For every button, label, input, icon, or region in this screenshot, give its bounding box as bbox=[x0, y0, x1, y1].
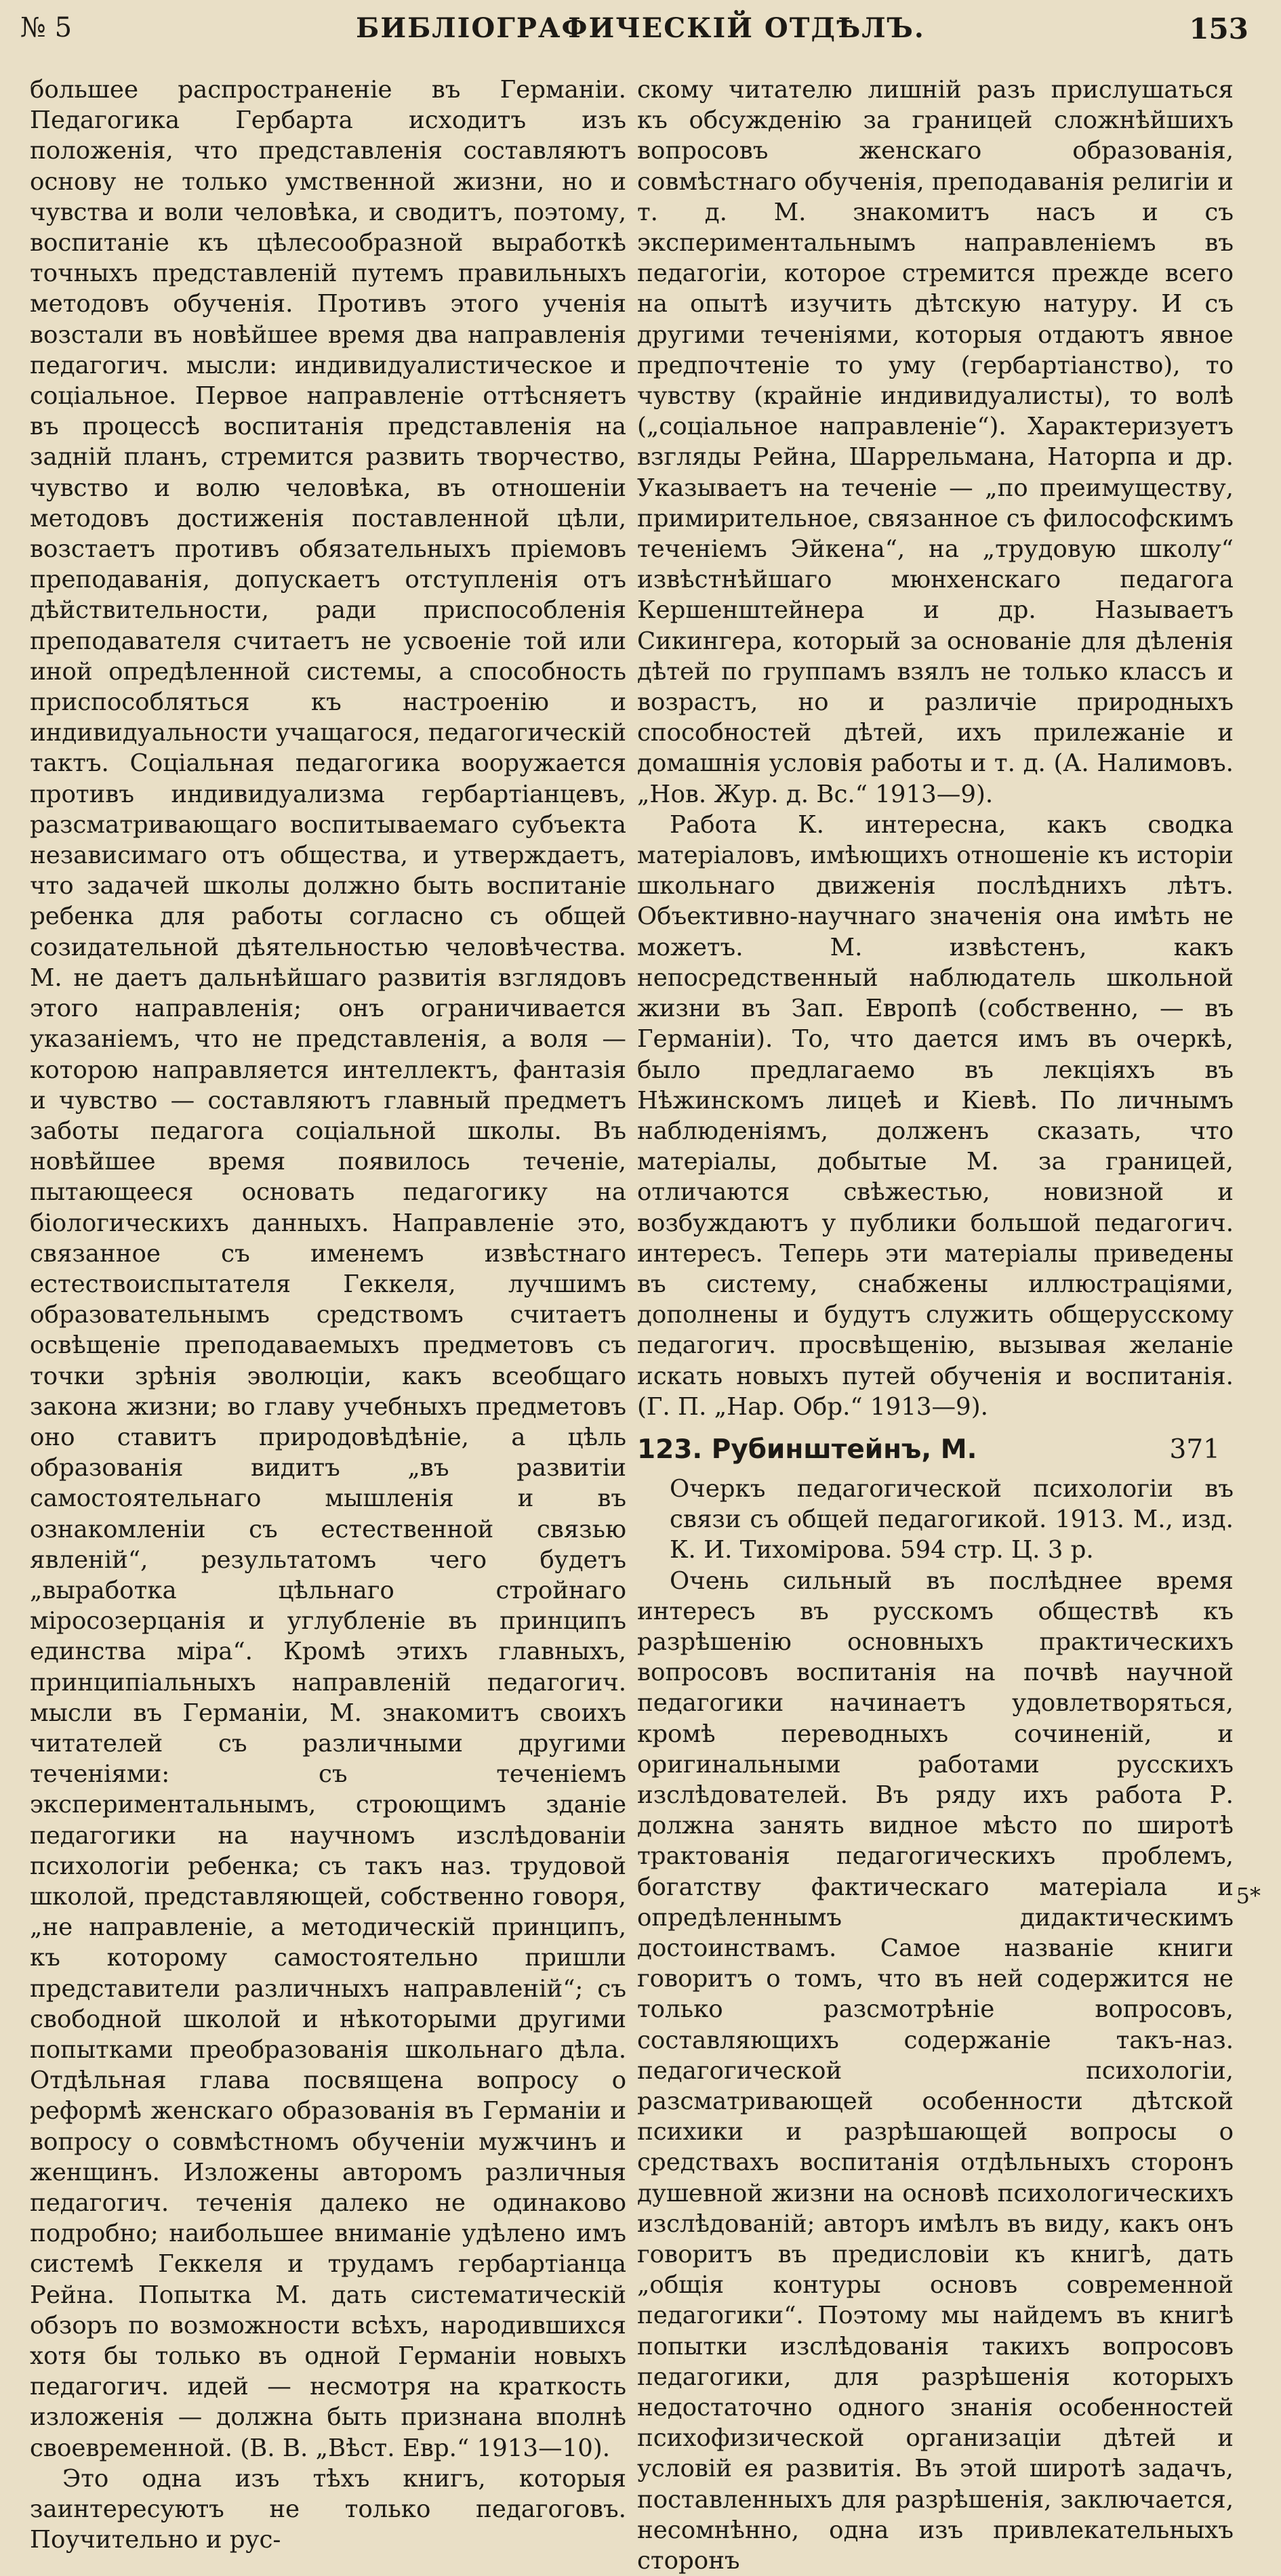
right-paragraph-2: Работа К. интересна, какъ сводка матеріаловъ, имѣющихъ отношеніе къ исторіи школьнаго движенія послѣднихъ лѣтъ. Объективно-научнаго значенія она имѣть не можетъ. М. извѣстенъ, какъ непосредственный наблюдатель школьной жизни въ Зап. Европѣ (собственно, — въ Германіи). То, что дается имъ въ очеркѣ, было предлагаемо въ лекціяхъ въ Нѣжинскомъ лицеѣ и Кіевѣ. По личнымъ наблюденіямъ, долженъ сказать, что матеріалы, добытые М. за границей, отличаются свѣжестью, новизной и возбуждаютъ у публики большой педагогич. интересъ. Теперь эти матеріалы приведены въ систему, снабжены иллюстраціями, дополнены и будутъ служить общерусскому педагогич. просвѣщенію, вызывая желаніе искать новыхъ путей обученія и воспитанія. (Г. П. „Нар. Обр.“ 1913—9). bbox=[637, 810, 1234, 1421]
bibliography-entry-heading bbox=[637, 1433, 1234, 1467]
page-header bbox=[20, 12, 1261, 53]
left-paragraph-2: Это одна изъ тѣхъ книгъ, которыя заинтересуютъ не только педагоговъ. Поучительно и рус- bbox=[30, 2464, 626, 2554]
entry-title: 123. Рубинштейнъ, М. bbox=[637, 1434, 977, 1465]
page-number: 153 bbox=[1189, 12, 1248, 45]
entry-description: Очеркъ педагогической психологіи въ связи съ общей педагогикой. 1913. М., изд. К. И. Тихомірова. 594 стр. Ц. 3 р. bbox=[670, 1474, 1234, 1564]
signature-mark: 5* bbox=[1236, 1883, 1261, 1909]
right-paragraph-1: скому читателю лишній разъ прислушаться къ обсужденію за границей сложнѣйшихъ вопросовъ женскаго образованія, совмѣстнаго обученія, преподаванія религіи и т. д. М. знакомитъ насъ и съ экспериментальнымъ направленіемъ въ педагогіи, которое стремится прежде всего на опытѣ изучить дѣтскую натуру. И съ другими теченіями, которыя отдаютъ явное предпочтеніе то уму (гербартіанство), то чувству (крайніе индивидуалисты), то волѣ („соціальное направленіе“). Характеризуетъ взгляды Рейна, Шаррельмана, Наторпа и др. Указываетъ на теченіе — „по преимуществу, примирительное, связанное съ философскимъ теченіемъ Эйкена“, на „трудовую школу“ извѣстнѣйшаго мюнхенскаго педагога Кершенштейнера и др. Называетъ Сикингера, который за основаніе для дѣленія дѣтей по группамъ взялъ не только классъ и возрастъ, но и различіе природныхъ способностей дѣтей, ихъ прилежаніе и домашнія условія работы и т. д. (А. Налимовъ. „Нов. Жур. д. Вс.“ 1913—9). bbox=[637, 76, 1234, 808]
right-column bbox=[637, 75, 1234, 2576]
entry-catalog-number: 371 bbox=[1169, 1434, 1220, 1465]
section-title: БИБЛІОГРАФИЧЕСКІЙ ОТДѢЛЪ. bbox=[356, 12, 925, 44]
left-column bbox=[30, 75, 626, 2555]
issue-number: № 5 bbox=[20, 12, 73, 43]
left-paragraph-1: большее распространеніе въ Германіи. Педагогика Гербарта исходитъ изъ положенія, что представленія составляютъ основу не только умственной жизни, но и чувства и воли человѣка, и сводитъ, поэтому, воспитаніе къ цѣлесообразной выработкѣ точныхъ представленій путемъ правильныхъ методовъ обученія. Противъ этого ученія возстали въ новѣйшее время два направленія педагогич. мысли: индивидуалистическое и соціальное. Первое направленіе оттѣсняетъ въ процессѣ воспитанія представленія на задній планъ, стремится развить творчество, чувство и волю человѣка, въ отношеніи методовъ достиженія поставленной цѣли, возстаетъ противъ обязательныхъ пріемовъ преподаванія, допускаетъ отступленія отъ дѣйствительности, ради приспособленія преподавателя считаетъ не усвоеніе той или иной опредѣленной системы, а способность приспособляться къ настроенію и индивидуальности учащагося, педагогическій тактъ. Соціальная педагогика вооружается противъ индивидуализма гербартіанцевъ, разсматривающаго воспитываемаго субъекта независимаго отъ общества, и утверждаетъ, что задачей школы должно быть воспитаніе ребенка для работы согласно съ общей созидательной дѣятельностью человѣчества. М. не даетъ дальнѣйшаго развитія взглядовъ этого направленія; онъ ограничивается указаніемъ, что не представленія, а воля — которою направляется интеллектъ, фантазія и чувство — составляютъ главный предметъ заботы педагога соціальной школы. Въ новѣйшее время появилось теченіе, пытающееся основать педагогику на біологическихъ данныхъ. Направленіе это, связанное съ именемъ извѣстнаго естествоиспытателя Геккеля, лучшимъ образовательнымъ средствомъ считаетъ освѣщеніе преподаваемыхъ предметовъ съ точки зрѣнія эволюціи, какъ всеобщаго закона жизни; во главу учебныхъ предметовъ оно ставитъ природовѣдѣніе, а цѣль образованія видитъ „въ развитіи самостоятельнаго мышленія и въ ознакомленіи съ естественной связью явленій“, результатомъ чего будетъ „выработка цѣльнаго стройнаго міросозерцанія и углубленіе въ принципъ единства міра“. Кромѣ этихъ главныхъ, принципіальныхъ направленій педагогич. мысли въ Германіи, М. знакомитъ своихъ читателей съ различными другими теченіями: съ теченіемъ экспериментальнымъ, строющимъ зданіе педагогики на научномъ изслѣдованіи психологіи ребенка; съ такъ наз. трудовой школой, представляющей, собственно говоря, „не направленіе, а методическій принципъ, къ которому самостоятельно пришли представители различныхъ направленій“; съ свободной школой и нѣкоторыми другими попытками преобразованія школьнаго дѣла. Отдѣльная глава посвящена вопросу о реформѣ женскаго образованія въ Германіи и вопросу о совмѣстномъ обученіи мужчинъ и женщинъ. Изложены авторомъ различныя педагогич. теченія далеко не одинаково подробно; наибольшее вниманіе удѣлено имъ системѣ Геккеля и трудамъ гербартіанца Рейна. Попытка М. дать систематическій обзоръ по возможности всѣхъ, народившихся хотя бы только въ одной Германіи новыхъ педагогич. идей — несмотря на краткость изложенія — должна быть признана вполнѣ своевременной. (В. В. „Вѣст. Евр.“ 1913—10). bbox=[30, 76, 626, 2462]
right-paragraph-3: Очень сильный въ послѣднее время интересъ въ русскомъ обществѣ къ разрѣшенію основныхъ практическихъ вопросовъ воспитанія на почвѣ научной педагогики начинаетъ удовлетворяться, кромѣ переводныхъ сочиненій, и оригинальными работами русскихъ изслѣдователей. Въ ряду ихъ работа Р. должна занять видное мѣсто по широтѣ трактованія педагогическихъ проблемъ, богатству фактическаго матеріала и опредѣленнымъ дидактическимъ достоинствамъ. Самое названіе книги говоритъ о томъ, что въ ней содержится не только разсмотрѣніе вопросовъ, составляющихъ содержаніе такъ-наз. педагогической психологіи, разсматривающей особенности дѣтской психики и разрѣшающей вопросы о средствахъ воспитанія отдѣльныхъ сторонъ душевной жизни на основѣ психологическихъ изслѣдованій; авторъ имѣлъ въ виду, какъ онъ говоритъ въ предисловіи къ книгѣ, дать „общія контуры основъ современной педагогики“. Поэтому мы найдемъ въ книгѣ попытки изслѣдованія такихъ вопросовъ педагогики, для разрѣшенія которыхъ недостаточно одного знанія особенностей психофизической организаціи дѣтей и условій ея развитія. Въ этой широтѣ задачъ, поставленныхъ для разрѣшенія, заключается, несомнѣнно, одна изъ привлекательныхъ сторонъ bbox=[637, 1566, 1234, 2575]
